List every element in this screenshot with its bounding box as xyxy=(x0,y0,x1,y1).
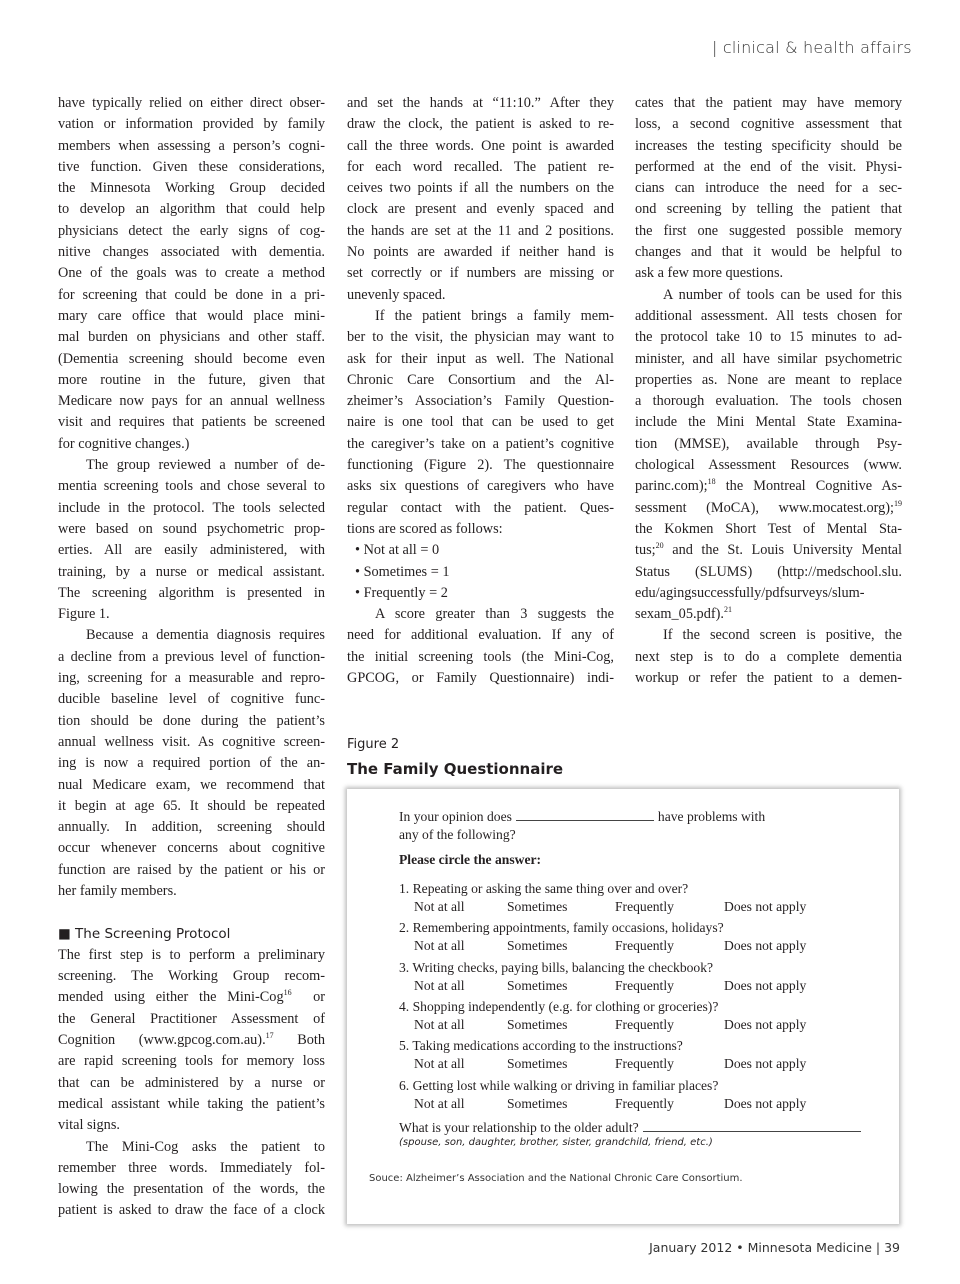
text-line xyxy=(58,604,325,625)
answer-option: Does not apply xyxy=(724,1016,807,1032)
text-line xyxy=(347,114,614,135)
line-text: the first one suggested possible memory xyxy=(635,222,902,239)
answer-option: Frequently xyxy=(615,1095,674,1111)
text-line xyxy=(635,668,902,689)
line-text: for each word recalled. The patient re- xyxy=(347,158,614,175)
text-line xyxy=(347,221,614,242)
relationship-blank xyxy=(643,1120,861,1132)
text-line xyxy=(58,817,325,838)
text-line xyxy=(635,178,902,199)
text-line xyxy=(58,1073,325,1094)
line-text: unevenly spaced. xyxy=(347,286,446,303)
answer-option: Does not apply xyxy=(724,1095,807,1111)
text-line xyxy=(58,199,325,220)
question-text: 6. Getting lost while walking or driving in familiar places? xyxy=(399,1077,719,1093)
line-text: • Frequently = 2 xyxy=(355,584,448,601)
line-text: mal burden on physicians and other staff. xyxy=(58,329,325,346)
line-text: properties as. None are meant to replace xyxy=(635,371,902,388)
line-text: the protocol take 10 to 15 minutes to ad- xyxy=(635,329,902,346)
line-text: and the St. Louis University Mental xyxy=(663,542,902,559)
line-text: tion (MMSE), available through Psy- xyxy=(635,435,902,452)
line-text: physicians detect the early signs of cog- xyxy=(58,222,325,239)
text-line xyxy=(635,562,902,583)
line-text: set correctly or if numbers are missing or xyxy=(347,265,614,282)
question-text: 5. Taking medications according to the instructions? xyxy=(399,1038,683,1054)
text-line xyxy=(58,562,325,583)
line-text: vital signs. xyxy=(58,1117,120,1134)
citation-superscript: 17 xyxy=(265,1031,274,1041)
text-line xyxy=(347,157,614,178)
text-line xyxy=(347,136,614,157)
line-text: • Not at all = 0 xyxy=(355,542,440,559)
answer-option: Frequently xyxy=(615,977,674,993)
relationship-label: What is your relationship to the older adult? xyxy=(399,1120,639,1135)
figure-label: Figure 2 xyxy=(347,737,400,752)
line-text: tus; xyxy=(635,542,656,559)
answer-option: Sometimes xyxy=(507,977,568,993)
answer-option: Not at all xyxy=(414,1056,465,1072)
text-line xyxy=(347,285,614,306)
text-line xyxy=(58,540,325,561)
line-text: cates that the patient may have memory xyxy=(635,95,902,111)
text-line xyxy=(58,1115,325,1136)
text-line xyxy=(347,93,614,114)
answer-option: Sometimes xyxy=(507,1056,568,1072)
answer-option: Sometimes xyxy=(507,1016,568,1032)
line-text: The screening algorithm is presented in xyxy=(58,584,325,601)
relationship-hint: (spouse, son, daughter, brother, sister, grandchild, friend, etc.) xyxy=(399,1137,713,1148)
text-line xyxy=(58,945,325,966)
text-line xyxy=(58,178,325,199)
line-text: draw the clock, the patient is asked to re- xyxy=(347,116,614,133)
text-column-2 xyxy=(347,93,614,689)
intro-text-3: any of the following? xyxy=(399,827,516,842)
figure-title: The Family Questionnaire xyxy=(347,760,564,778)
text-line xyxy=(58,434,325,455)
text-line xyxy=(58,221,325,242)
relationship-question xyxy=(399,1120,861,1136)
text-line xyxy=(58,285,325,306)
text-line xyxy=(58,455,325,476)
text-line xyxy=(635,327,902,348)
text-line xyxy=(58,349,325,370)
answer-option: Frequently xyxy=(615,899,674,914)
line-text: One of the goals was to create a method xyxy=(58,265,325,282)
line-text: it begin at age 65. It should be repeated xyxy=(58,797,325,814)
line-text: GPCOG, or Family Questionnaire) indi- xyxy=(347,670,614,687)
text-line xyxy=(347,625,614,646)
text-line xyxy=(347,242,614,263)
text-line xyxy=(58,1137,325,1158)
text-line xyxy=(635,647,902,668)
page-footer: January 2012 • Minnesota Medicine | 39 xyxy=(649,1240,900,1255)
line-text: nitive changes associated with dementia. xyxy=(58,244,325,261)
text-line xyxy=(635,476,902,497)
text-line xyxy=(635,370,902,391)
line-text: asks six questions of caregivers who have xyxy=(347,478,614,495)
line-text: ask for their input as well. The National xyxy=(347,350,614,367)
text-line xyxy=(58,796,325,817)
line-text: screening. The Working Group recom- xyxy=(58,968,325,985)
text-line xyxy=(347,604,614,625)
line-text: next step is to do a complete dementia xyxy=(635,648,902,665)
line-text: Both xyxy=(273,1032,325,1049)
answer-option: Sometimes xyxy=(507,1095,568,1111)
question-text: 1. Repeating or asking the same thing over and over? xyxy=(399,881,689,896)
text-line xyxy=(635,498,902,519)
text-line xyxy=(58,370,325,391)
text-line xyxy=(347,562,614,583)
text-line xyxy=(58,881,325,902)
answer-option: Sometimes xyxy=(507,938,568,954)
text-line xyxy=(58,966,325,987)
text-line xyxy=(635,242,902,263)
line-text: ducible baseline level of cognitive func- xyxy=(58,691,325,708)
line-text: that can be administered by a nurse or xyxy=(58,1074,325,1091)
text-line xyxy=(58,838,325,859)
question-text: 2. Remembering appointments, family occasions, holidays? xyxy=(399,920,724,936)
text-line xyxy=(347,412,614,433)
text-line xyxy=(347,178,614,199)
answer-option: Not at all xyxy=(414,977,465,993)
line-text: the Kokmen Short Test of Mental Sta- xyxy=(635,520,902,537)
text-line xyxy=(635,221,902,242)
line-text: more routine in the future, given that xyxy=(58,371,325,388)
line-text: occur whenever concerns about cognitive xyxy=(58,840,325,857)
text-line xyxy=(58,1009,325,1030)
line-text: sessment (MoCA), www.mocatest.org); xyxy=(635,499,894,516)
line-text: include the Mini Mental State Examina- xyxy=(635,414,902,431)
line-text: • Sometimes = 1 xyxy=(355,563,450,580)
answer-option: Does not apply xyxy=(724,899,807,914)
line-text: increases the testing specificity should be xyxy=(635,137,902,154)
text-line xyxy=(58,860,325,881)
answer-option: Not at all xyxy=(414,938,465,954)
text-line xyxy=(347,476,614,497)
text-line xyxy=(58,306,325,327)
text-line xyxy=(635,604,902,625)
text-line xyxy=(635,540,902,561)
answer-option: Sometimes xyxy=(507,899,568,914)
line-text: training, by a nurse or medical assistant. xyxy=(58,563,325,580)
line-text: sexam_05.pdf). xyxy=(635,606,724,623)
line-text: chological Assessment Resources (www. xyxy=(635,457,902,474)
text-line xyxy=(58,114,325,135)
line-text: Status (SLUMS) (http://medschool.slu. xyxy=(635,563,902,580)
instruction: Please circle the answer: xyxy=(399,852,542,867)
line-text: erties. All are easily administered, with xyxy=(58,542,325,559)
citation-superscript: 19 xyxy=(894,498,902,508)
line-text: Medicare now pays for an annual wellness xyxy=(58,393,325,410)
text-line xyxy=(58,583,325,604)
line-text: edu/agingsuccessfully/pdfsurveys/slum- xyxy=(635,584,865,601)
text-column-3 xyxy=(635,93,902,689)
text-line xyxy=(58,1094,325,1115)
line-text: No points are awarded if neither hand is xyxy=(347,244,614,261)
text-line xyxy=(347,370,614,391)
text-line xyxy=(347,583,614,604)
citation-superscript: 21 xyxy=(723,605,732,615)
line-text: workup or refer the patient to a demen- xyxy=(635,670,902,687)
section-header: | clinical & health affairs xyxy=(712,38,912,57)
line-text: functioning (Figure 2). The questionnaire xyxy=(347,457,614,474)
line-text: Cognition (www.gpcog.com.au). xyxy=(58,1032,266,1049)
text-line xyxy=(635,285,902,306)
text-line xyxy=(58,519,325,540)
text-line xyxy=(347,263,614,284)
line-text: ■ The Screening Protocol xyxy=(58,925,231,942)
text-line xyxy=(58,391,325,412)
text-line xyxy=(58,902,325,923)
citation-superscript: 16 xyxy=(283,988,292,998)
text-line xyxy=(58,668,325,689)
text-line xyxy=(58,327,325,348)
line-text: the Montreal Cognitive As- xyxy=(715,478,902,495)
line-text: ask a few more questions. xyxy=(635,265,784,282)
text-line xyxy=(347,647,614,668)
line-text: The first step is to perform a preliminary xyxy=(58,946,325,963)
text-line xyxy=(58,1200,325,1221)
line-text: clock are present and evenly spaced and xyxy=(347,201,614,218)
text-line xyxy=(58,1051,325,1072)
text-line xyxy=(58,987,325,1008)
figure-source: Souce: Alzheimer’s Association and the National Chronic Care Consortium. xyxy=(369,1173,743,1184)
line-text: The group reviewed a number of de- xyxy=(86,457,325,474)
answer-option: Frequently xyxy=(615,1016,674,1032)
line-text: are rapid screening tools for memory loss xyxy=(58,1053,325,1070)
line-text: and set the hands at “11:10.” After they xyxy=(347,95,614,111)
line-text: need for additional evaluation. If any of xyxy=(347,627,614,644)
line-text: nual Medicare exam, we recommend that xyxy=(58,776,325,793)
line-text: vation or information provided by family xyxy=(58,116,325,133)
line-text: regular contact with the patient. Ques- xyxy=(347,499,614,516)
line-text: ing is now a required portion of the an- xyxy=(58,755,325,772)
text-line xyxy=(635,519,902,540)
line-text: Because a dementia diagnosis requires xyxy=(86,627,325,644)
text-line xyxy=(635,412,902,433)
text-line xyxy=(347,349,614,370)
question-text: 4. Shopping independently (e.g. for clothing or groceries)? xyxy=(399,998,719,1014)
text-line xyxy=(347,498,614,519)
line-text: the caregiver’s take on a patient’s cognitive xyxy=(347,435,614,452)
text-line xyxy=(58,93,325,114)
text-line xyxy=(635,306,902,327)
line-text: If the patient brings a family mem- xyxy=(375,307,614,324)
line-text: a thorough evaluation. The tools chosen xyxy=(635,393,902,410)
text-line xyxy=(58,157,325,178)
text-line xyxy=(58,263,325,284)
line-text: for screening that could be done in a pri- xyxy=(58,286,325,303)
line-text: the Minnesota Working Group decided xyxy=(58,180,325,197)
line-text: function are raised by the patient or his or xyxy=(58,861,325,878)
intro-text-2: have problems with xyxy=(657,809,766,824)
section-heading xyxy=(58,924,325,945)
questionnaire-intro xyxy=(399,809,765,825)
text-column-1 xyxy=(58,93,325,1222)
line-text: naire is one tool that can be used to get xyxy=(347,414,614,431)
line-text: the General Practitioner Assessment of xyxy=(58,1010,325,1027)
line-text: were based on sound psychometric prop- xyxy=(58,520,325,537)
text-line xyxy=(635,199,902,220)
text-line xyxy=(58,625,325,646)
line-text: medical assistant while taking the patient’s xyxy=(58,1095,325,1112)
answer-option: Frequently xyxy=(615,1056,674,1072)
text-line xyxy=(635,583,902,604)
intro-text: In your opinion does xyxy=(399,809,512,824)
text-line xyxy=(635,93,902,114)
text-line xyxy=(58,1158,325,1179)
text-line xyxy=(635,349,902,370)
answer-option: Not at all xyxy=(414,1016,465,1032)
text-line xyxy=(58,1030,325,1051)
line-text: ing, screening for a measurable and repro- xyxy=(58,670,325,687)
answer-option: Frequently xyxy=(615,938,674,954)
line-text: ond screening by telling the patient that xyxy=(635,201,902,218)
line-text: mentia screening tools and chose several to xyxy=(58,478,325,495)
answer-option: Does not apply xyxy=(724,977,807,993)
line-text: the hands are set at the 11 and 2 positions. xyxy=(347,222,614,239)
text-line xyxy=(58,689,325,710)
text-line xyxy=(635,391,902,412)
text-line xyxy=(58,498,325,519)
text-line xyxy=(347,519,614,540)
line-text: changes and that it would be helpful to xyxy=(635,244,902,261)
line-text: remember three words. Immediately fol- xyxy=(58,1159,325,1176)
text-line xyxy=(58,753,325,774)
line-text: tion should be done during the patient’s xyxy=(58,712,325,729)
text-line xyxy=(58,711,325,732)
text-line xyxy=(347,668,614,689)
text-line xyxy=(635,114,902,135)
text-line xyxy=(347,455,614,476)
text-line xyxy=(347,434,614,455)
text-line xyxy=(58,647,325,668)
answer-option: Not at all xyxy=(414,899,465,914)
text-line xyxy=(635,157,902,178)
text-line xyxy=(58,476,325,497)
line-text: visit and requires that patients be screened xyxy=(58,414,325,431)
text-line xyxy=(347,391,614,412)
line-text: mended using either the Mini-Cog xyxy=(58,989,284,1006)
text-line xyxy=(58,242,325,263)
text-line xyxy=(58,732,325,753)
text-line xyxy=(347,199,614,220)
name-blank xyxy=(516,809,654,821)
line-text: a decline from a previous level of function- xyxy=(58,648,325,665)
line-text: call the three words. One point is awarded xyxy=(347,137,614,154)
text-line xyxy=(58,775,325,796)
text-line xyxy=(58,136,325,157)
line-text: cians can introduce the need for a sec- xyxy=(635,180,902,197)
text-line xyxy=(635,136,902,157)
line-text: ber to the visit, the physician may want to xyxy=(347,329,614,346)
line-text: to develop an algorithm that could help xyxy=(58,201,325,218)
line-text: her family members. xyxy=(58,882,177,899)
text-line xyxy=(58,1179,325,1200)
line-text: minister, and all have similar psychometric xyxy=(635,350,902,367)
line-text: If the second screen is positive, the xyxy=(663,627,902,644)
line-text: lowing the presentation of the words, the xyxy=(58,1181,325,1198)
line-text: annually. In addition, screening should xyxy=(58,819,325,836)
answer-option: Not at all xyxy=(414,1095,465,1111)
line-text: members when assessing a person’s cogni- xyxy=(58,137,325,154)
line-text: tive function. Given these considerations, xyxy=(58,158,325,175)
questionnaire-box xyxy=(347,789,899,1224)
line-text: zheimer’s Association’s Family Question- xyxy=(347,393,614,410)
answer-option: Does not apply xyxy=(724,938,807,954)
line-text: annual wellness visit. As cognitive screen- xyxy=(58,733,325,750)
citation-superscript: 20 xyxy=(655,541,664,551)
line-text: performed at the end of the visit. Physi- xyxy=(635,158,902,175)
text-line xyxy=(347,327,614,348)
text-line xyxy=(58,412,325,433)
line-text: (Dementia screening should become even xyxy=(58,350,325,367)
line-text: tions are scored as follows: xyxy=(347,520,503,537)
text-line xyxy=(635,625,902,646)
line-text: patient is asked to draw the face of a clock xyxy=(58,1202,325,1219)
line-text: Chronic Care Consortium and the Al- xyxy=(347,371,614,388)
line-text: for cognitive changes.) xyxy=(58,435,190,452)
text-line xyxy=(635,263,902,284)
line-text: additional assessment. All tests chosen for xyxy=(635,307,902,324)
line-text: A number of tools can be used for this xyxy=(663,286,902,303)
line-text: parinc.com); xyxy=(635,478,708,495)
line-text: the initial screening tools (the Mini-Cog, xyxy=(347,648,614,665)
line-text: mary care office that would place mini- xyxy=(58,307,325,324)
text-line xyxy=(347,306,614,327)
text-line xyxy=(635,434,902,455)
answer-option: Does not apply xyxy=(724,1056,807,1072)
citation-superscript: 18 xyxy=(707,477,716,487)
line-text: Figure 1. xyxy=(58,606,110,623)
line-text: include in the protocol. The tools selected xyxy=(58,499,325,516)
text-line xyxy=(635,455,902,476)
line-text: A score greater than 3 suggests the xyxy=(375,606,614,623)
line-text: or xyxy=(291,989,325,1006)
text-line xyxy=(347,540,614,561)
line-text: ceives two points if all the numbers on the xyxy=(347,180,614,197)
line-text: loss, a second cognitive assessment that xyxy=(635,116,902,133)
line-text: The Mini-Cog asks the patient to xyxy=(86,1138,325,1155)
line-text: have typically relied on either direct obser- xyxy=(58,95,325,111)
question-text: 3. Writing checks, paying bills, balancing the checkbook? xyxy=(399,959,714,975)
